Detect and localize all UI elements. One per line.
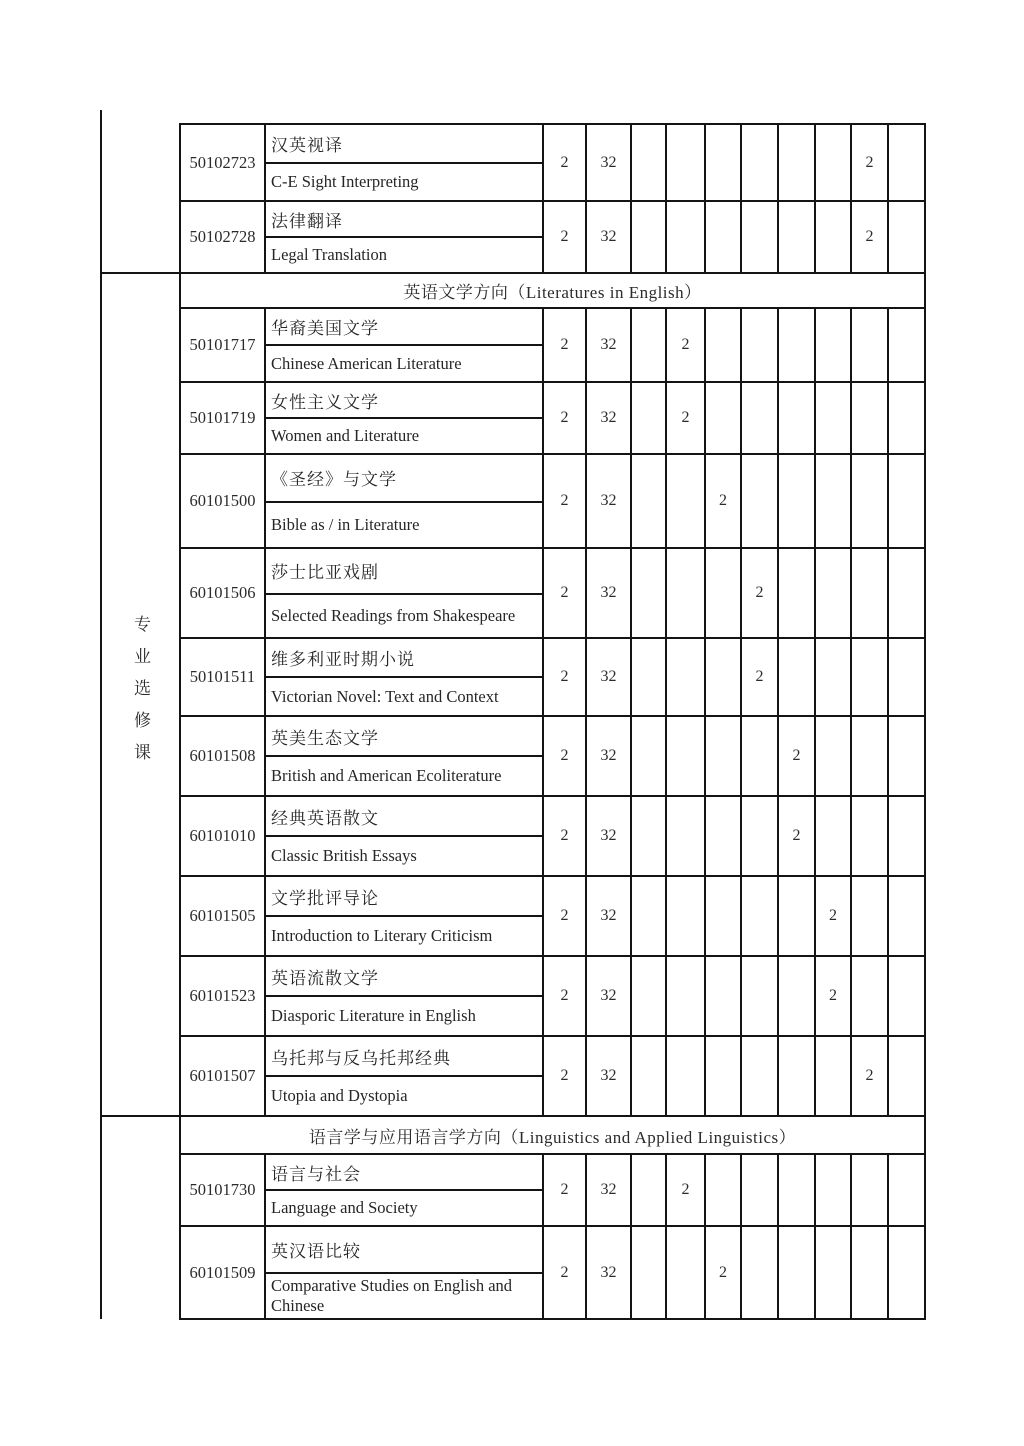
curriculum-table [100, 123, 926, 1320]
course-name-en: Legal Translation [271, 245, 387, 265]
course-name-cn: 莎士比亚戏剧 [266, 549, 542, 595]
semester-1-cell [631, 454, 666, 548]
course-code: 60101523 [180, 956, 265, 1036]
course-code: 60101505 [180, 876, 265, 956]
credits-cell: 2 [543, 201, 586, 273]
credits-cell: 2 [543, 876, 586, 956]
semester-8-cell [888, 876, 925, 956]
course-code: 60101507 [180, 1036, 265, 1116]
course-name-en: C-E Sight Interpreting [271, 172, 419, 192]
semester-2-cell [666, 638, 705, 716]
semester-3-cell [705, 382, 741, 454]
table-row [101, 876, 925, 956]
semester-2-cell [666, 716, 705, 796]
semester-4-cell [741, 716, 778, 796]
semester-5-cell [778, 124, 815, 201]
course-name-cn: 英汉语比较 [266, 1227, 542, 1274]
semester-2-cell [666, 548, 705, 638]
hours-cell: 32 [586, 796, 631, 876]
semester-2-cell [666, 1036, 705, 1116]
semester-6-cell [815, 796, 851, 876]
hours-cell: 32 [586, 876, 631, 956]
course-name-cn: 法律翻译 [266, 202, 542, 238]
semester-1-cell [631, 308, 666, 382]
course-code: 50101511 [180, 638, 265, 716]
semester-5-cell [778, 876, 815, 956]
semester-3-cell [705, 1154, 741, 1226]
semester-5-cell [778, 1154, 815, 1226]
course-code: 50101717 [180, 308, 265, 382]
semester-7-cell [851, 796, 888, 876]
table-row [101, 308, 925, 382]
semester-3-cell [705, 548, 741, 638]
course-name-cell [265, 124, 543, 201]
course-name-en: Diasporic Literature in English [271, 1006, 476, 1026]
course-name-cell [265, 308, 543, 382]
semester-4-cell [741, 308, 778, 382]
table-row [101, 454, 925, 548]
semester-1-cell [631, 956, 666, 1036]
course-code: 50102723 [180, 124, 265, 201]
semester-6-cell [815, 716, 851, 796]
course-name-cell [265, 796, 543, 876]
course-name-cn: 英美生态文学 [266, 717, 542, 757]
course-name-cell [265, 876, 543, 956]
credits-cell: 2 [543, 716, 586, 796]
credits-cell: 2 [543, 382, 586, 454]
semester-6-cell: 2 [815, 956, 851, 1036]
semester-8-cell [888, 548, 925, 638]
semester-8-cell [888, 308, 925, 382]
hours-cell: 32 [586, 1036, 631, 1116]
hours-cell: 32 [586, 1154, 631, 1226]
hours-cell: 32 [586, 956, 631, 1036]
course-name-en: Women and Literature [271, 426, 420, 446]
hours-cell: 32 [586, 716, 631, 796]
semester-7-cell [851, 876, 888, 956]
semester-5-cell [778, 454, 815, 548]
course-name-cell [265, 548, 543, 638]
semester-6-cell [815, 454, 851, 548]
hours-cell: 32 [586, 124, 631, 201]
semester-5-cell [778, 382, 815, 454]
course-name-cn: 维多利亚时期小说 [266, 639, 542, 678]
semester-1-cell [631, 876, 666, 956]
semester-7-cell: 2 [851, 201, 888, 273]
semester-7-cell [851, 638, 888, 716]
semester-5-cell: 2 [778, 796, 815, 876]
semester-3-cell [705, 124, 741, 201]
table-row [101, 201, 925, 273]
table-row [101, 124, 925, 201]
course-name-cn: 《圣经》与文学 [266, 455, 542, 503]
semester-5-cell [778, 1036, 815, 1116]
course-name-cell [265, 454, 543, 548]
semester-7-cell [851, 716, 888, 796]
hours-cell: 32 [586, 548, 631, 638]
credits-cell: 2 [543, 1036, 586, 1116]
course-name-en: Chinese American Literature [271, 353, 462, 373]
course-name-en: Comparative Studies on English and Chinese [271, 1276, 513, 1316]
table-row [101, 548, 925, 638]
semester-4-cell [741, 876, 778, 956]
semester-3-cell [705, 201, 741, 273]
semester-6-cell [815, 1036, 851, 1116]
semester-8-cell [888, 201, 925, 273]
course-name-cell [265, 1226, 543, 1319]
semester-5-cell [778, 638, 815, 716]
course-name-en: Selected Readings from Shakespeare [271, 605, 516, 625]
hours-cell: 32 [586, 1226, 631, 1319]
semester-5-cell [778, 308, 815, 382]
semester-4-cell [741, 201, 778, 273]
semester-8-cell [888, 796, 925, 876]
course-name-en: Classic British Essays [271, 846, 417, 866]
semester-3-cell [705, 716, 741, 796]
semester-8-cell [888, 638, 925, 716]
semester-6-cell [815, 308, 851, 382]
semester-3-cell [705, 638, 741, 716]
table-row [101, 382, 925, 454]
section-header-row [101, 273, 925, 308]
course-name-en: Language and Society [271, 1198, 418, 1218]
course-name-en: Utopia and Dystopia [271, 1086, 408, 1106]
semester-4-cell [741, 454, 778, 548]
semester-2-cell [666, 1226, 705, 1319]
semester-4-cell [741, 1226, 778, 1319]
course-name-cell [265, 716, 543, 796]
course-name-cell [265, 1036, 543, 1116]
semester-7-cell [851, 1154, 888, 1226]
semester-4-cell: 2 [741, 548, 778, 638]
semester-5-cell [778, 201, 815, 273]
table-row [101, 956, 925, 1036]
course-code: 50101719 [180, 382, 265, 454]
credits-cell: 2 [543, 1154, 586, 1226]
table-row [101, 1154, 925, 1226]
semester-1-cell [631, 796, 666, 876]
category-label: 专业选修课 [131, 614, 150, 775]
table-row [101, 796, 925, 876]
hours-cell: 32 [586, 308, 631, 382]
semester-3-cell [705, 796, 741, 876]
semester-7-cell [851, 548, 888, 638]
semester-3-cell [705, 876, 741, 956]
course-code: 50101730 [180, 1154, 265, 1226]
semester-5-cell [778, 548, 815, 638]
course-name-cn: 华裔美国文学 [266, 309, 542, 346]
course-name-cn: 语言与社会 [266, 1155, 542, 1191]
course-name-en: Victorian Novel: Text and Context [271, 686, 499, 706]
semester-6-cell: 2 [815, 876, 851, 956]
semester-2-cell: 2 [666, 382, 705, 454]
semester-8-cell [888, 1036, 925, 1116]
semester-6-cell [815, 382, 851, 454]
credits-cell: 2 [543, 638, 586, 716]
semester-4-cell [741, 124, 778, 201]
semester-2-cell: 2 [666, 1154, 705, 1226]
section-header-row [101, 1116, 925, 1154]
semester-1-cell [631, 548, 666, 638]
course-name-cn: 文学批评导论 [266, 877, 542, 917]
course-code: 60101500 [180, 454, 265, 548]
semester-3-cell: 2 [705, 1226, 741, 1319]
semester-7-cell [851, 1226, 888, 1319]
course-name-cell [265, 382, 543, 454]
semester-7-cell [851, 454, 888, 548]
hours-cell: 32 [586, 454, 631, 548]
category-cell-continued [101, 1116, 180, 1319]
semester-2-cell [666, 796, 705, 876]
course-name-cn: 女性主义文学 [266, 383, 542, 419]
semester-6-cell [815, 638, 851, 716]
semester-1-cell [631, 1226, 666, 1319]
credits-cell: 2 [543, 796, 586, 876]
semester-4-cell [741, 1154, 778, 1226]
course-name-cn: 汉英视译 [266, 125, 542, 164]
section-header: 语言学与应用语言学方向（Linguistics and Applied Linguistics） [180, 1116, 925, 1154]
semester-8-cell [888, 124, 925, 201]
table-row [101, 1226, 925, 1319]
semester-1-cell [631, 1154, 666, 1226]
semester-3-cell [705, 956, 741, 1036]
category-cell-continued [101, 124, 180, 273]
semester-4-cell [741, 1036, 778, 1116]
semester-4-cell [741, 796, 778, 876]
semester-7-cell: 2 [851, 124, 888, 201]
section-header: 英语文学方向（Literatures in English） [180, 273, 925, 308]
semester-6-cell [815, 1154, 851, 1226]
hours-cell: 32 [586, 382, 631, 454]
semester-7-cell [851, 308, 888, 382]
semester-4-cell: 2 [741, 638, 778, 716]
semester-2-cell [666, 956, 705, 1036]
semester-1-cell [631, 638, 666, 716]
semester-6-cell [815, 124, 851, 201]
semester-7-cell [851, 382, 888, 454]
semester-5-cell [778, 956, 815, 1036]
semester-2-cell [666, 876, 705, 956]
semester-4-cell [741, 956, 778, 1036]
semester-8-cell [888, 1154, 925, 1226]
credits-cell: 2 [543, 308, 586, 382]
semester-1-cell [631, 124, 666, 201]
course-name-cell [265, 1154, 543, 1226]
course-code: 60101509 [180, 1226, 265, 1319]
semester-1-cell [631, 716, 666, 796]
course-name-cn: 英语流散文学 [266, 957, 542, 997]
semester-8-cell [888, 382, 925, 454]
semester-2-cell [666, 124, 705, 201]
semester-3-cell [705, 1036, 741, 1116]
semester-3-cell [705, 308, 741, 382]
semester-6-cell [815, 201, 851, 273]
course-name-en: Bible as / in Literature [271, 514, 420, 534]
semester-5-cell: 2 [778, 716, 815, 796]
hours-cell: 32 [586, 638, 631, 716]
credits-cell: 2 [543, 956, 586, 1036]
course-code: 60101508 [180, 716, 265, 796]
curriculum-table-wrap [100, 123, 926, 1320]
course-name-cn: 乌托邦与反乌托邦经典 [266, 1037, 542, 1077]
table-row [101, 716, 925, 796]
course-code: 60101010 [180, 796, 265, 876]
semester-7-cell [851, 956, 888, 1036]
course-name-cell [265, 201, 543, 273]
semester-8-cell [888, 1226, 925, 1319]
credits-cell: 2 [543, 548, 586, 638]
course-name-en: British and American Ecoliterature [271, 766, 502, 786]
semester-6-cell [815, 1226, 851, 1319]
semester-2-cell [666, 454, 705, 548]
course-code: 60101506 [180, 548, 265, 638]
semester-2-cell: 2 [666, 308, 705, 382]
semester-4-cell [741, 382, 778, 454]
semester-8-cell [888, 716, 925, 796]
semester-6-cell [815, 548, 851, 638]
table-row [101, 1036, 925, 1116]
semester-3-cell: 2 [705, 454, 741, 548]
semester-1-cell [631, 382, 666, 454]
credits-cell: 2 [543, 454, 586, 548]
credits-cell: 2 [543, 1226, 586, 1319]
semester-7-cell: 2 [851, 1036, 888, 1116]
category-cell [101, 273, 180, 1116]
hours-cell: 32 [586, 201, 631, 273]
table-row [101, 638, 925, 716]
course-name-en: Introduction to Literary Criticism [271, 926, 493, 946]
course-name-cell [265, 956, 543, 1036]
semester-1-cell [631, 1036, 666, 1116]
semester-1-cell [631, 201, 666, 273]
semester-8-cell [888, 454, 925, 548]
credits-cell: 2 [543, 124, 586, 201]
semester-5-cell [778, 1226, 815, 1319]
course-code: 50102728 [180, 201, 265, 273]
course-name-cn: 经典英语散文 [266, 797, 542, 837]
course-name-cell [265, 638, 543, 716]
semester-2-cell [666, 201, 705, 273]
semester-8-cell [888, 956, 925, 1036]
